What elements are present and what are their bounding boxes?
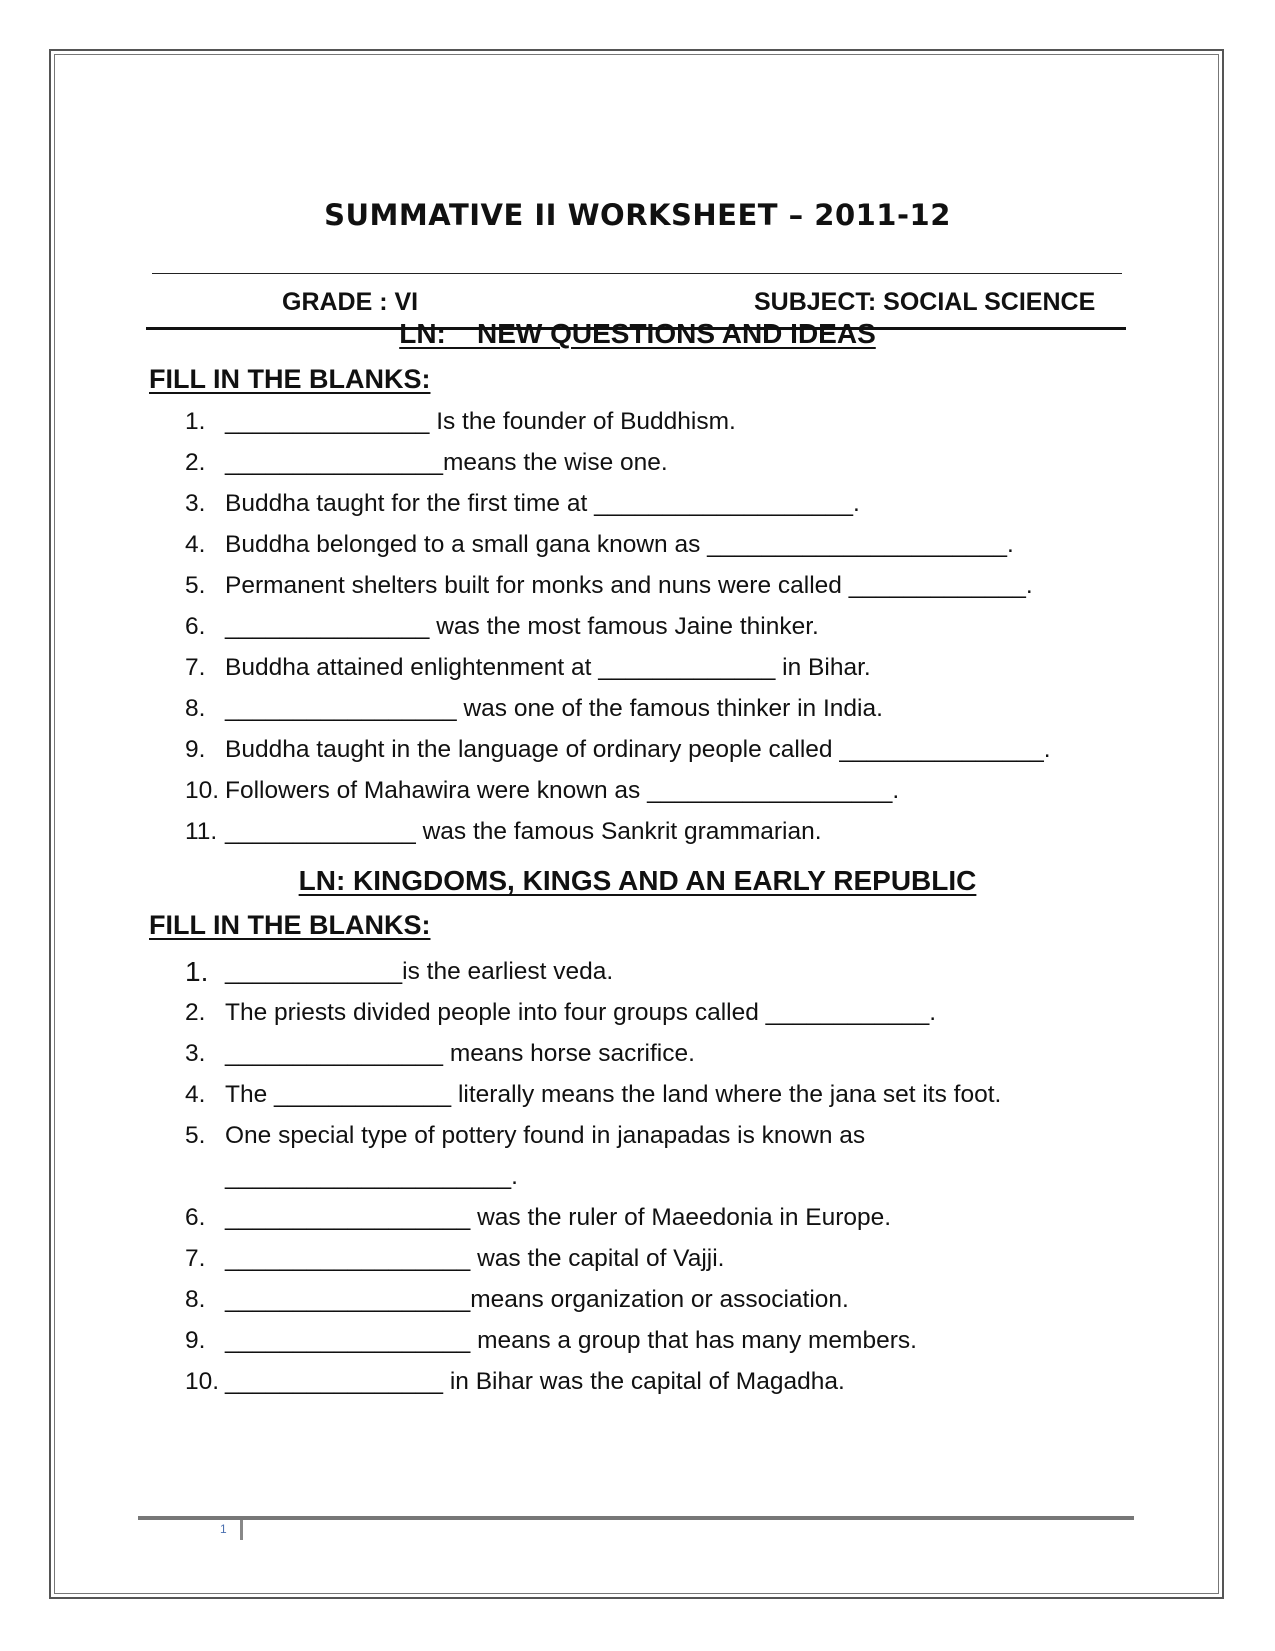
footer-tick <box>240 1520 243 1540</box>
question-text: __________________ means a group that has many members. <box>225 1327 917 1354</box>
question-text: __________________means organization or association. <box>225 1286 849 1313</box>
question-item <box>185 483 1145 524</box>
question-number: 4. <box>185 531 206 558</box>
question-number: 1. <box>185 956 209 987</box>
question-item <box>185 1033 1145 1074</box>
footer-divider <box>138 1516 1134 1520</box>
section2-question-list <box>185 951 1145 1402</box>
subject-label: SUBJECT: SOCIAL SCIENCE <box>754 288 1096 316</box>
section1-heading <box>0 318 1275 350</box>
section2-instruction: FILL IN THE BLANKS: <box>149 910 431 940</box>
question-number: 7. <box>185 1245 206 1272</box>
question-number: 3. <box>185 1040 206 1067</box>
section1-instruction: FILL IN THE BLANKS: <box>149 364 431 394</box>
question-text: __________________ was the ruler of Maeedonia in Europe. <box>225 1204 892 1231</box>
question-number: 8. <box>185 1286 206 1313</box>
question-text: __________________ was the capital of Vajji. <box>225 1245 725 1272</box>
question-text: The priests divided people into four groups called ____________. <box>225 999 937 1026</box>
section1-question-list <box>185 401 1145 852</box>
question-item <box>185 992 1145 1033</box>
question-number: 3. <box>185 490 206 517</box>
question-item <box>185 1197 1145 1238</box>
question-text: ______________ was the famous Sankrit grammarian. <box>225 818 822 845</box>
question-item <box>185 811 1145 852</box>
question-text: Permanent shelters built for monks and nuns were called _____________. <box>225 572 1033 599</box>
question-text: ________________means the wise one. <box>225 449 668 476</box>
question-text: One special type of pottery found in janapadas is known as _____________________. <box>225 1122 866 1190</box>
question-number: 5. <box>185 1122 206 1149</box>
question-item <box>185 1115 1145 1197</box>
question-item <box>185 606 1145 647</box>
grade-label: GRADE : VI <box>282 288 419 316</box>
question-number: 1. <box>185 408 206 435</box>
section1-heading-text: LN: NEW QUESTIONS AND IDEAS <box>399 318 876 349</box>
question-text: Buddha attained enlightenment at _____________ in Bihar. <box>225 654 871 681</box>
question-item <box>185 565 1145 606</box>
question-item <box>185 729 1145 770</box>
section2-heading-text: LN: KINGDOMS, KINGS AND AN EARLY REPUBLIC <box>298 865 977 896</box>
question-text: Buddha belonged to a small gana known as ______________________. <box>225 531 1014 558</box>
question-item <box>185 688 1145 729</box>
question-item <box>185 442 1145 483</box>
question-text: Followers of Mahawira were known as __________________. <box>225 777 900 804</box>
question-item <box>185 524 1145 565</box>
question-item <box>185 951 1145 992</box>
question-item <box>185 1279 1145 1320</box>
question-text: _____________is the earliest veda. <box>225 958 614 985</box>
question-item <box>185 1074 1145 1115</box>
question-number: 11. <box>185 818 218 845</box>
question-number: 5. <box>185 572 206 599</box>
question-number: 9. <box>185 1327 206 1354</box>
question-item <box>185 770 1145 811</box>
title-divider <box>152 273 1122 274</box>
question-text: _________________ was one of the famous thinker in India. <box>225 695 883 722</box>
question-number: 2. <box>185 999 206 1026</box>
question-text: Buddha taught in the language of ordinary people called _______________. <box>225 736 1051 763</box>
question-text: ________________ in Bihar was the capital of Magadha. <box>225 1368 845 1395</box>
question-text: _______________ Is the founder of Buddhism. <box>225 408 736 435</box>
worksheet-title: SUMMATIVE II WORKSHEET – 2011-12 <box>324 198 951 232</box>
question-number: 7. <box>185 654 206 681</box>
question-number: 2. <box>185 449 206 476</box>
question-item <box>185 1361 1145 1402</box>
question-text: Buddha taught for the first time at ___________________. <box>225 490 860 517</box>
question-text: ________________ means horse sacrifice. <box>225 1040 695 1067</box>
section2-heading <box>0 865 1275 897</box>
question-number: 10. <box>185 777 220 804</box>
question-item <box>185 1238 1145 1279</box>
question-item <box>185 401 1145 442</box>
question-number: 4. <box>185 1081 206 1108</box>
question-text: _______________ was the most famous Jaine thinker. <box>225 613 819 640</box>
question-number: 6. <box>185 1204 206 1231</box>
question-number: 10. <box>185 1368 220 1395</box>
page-number: 1 <box>220 1522 227 1536</box>
question-number: 9. <box>185 736 206 763</box>
question-item <box>185 1320 1145 1361</box>
question-number: 6. <box>185 613 206 640</box>
question-text: The _____________ literally means the land where the jana set its foot. <box>225 1081 1002 1108</box>
question-item <box>185 647 1145 688</box>
question-number: 8. <box>185 695 206 722</box>
